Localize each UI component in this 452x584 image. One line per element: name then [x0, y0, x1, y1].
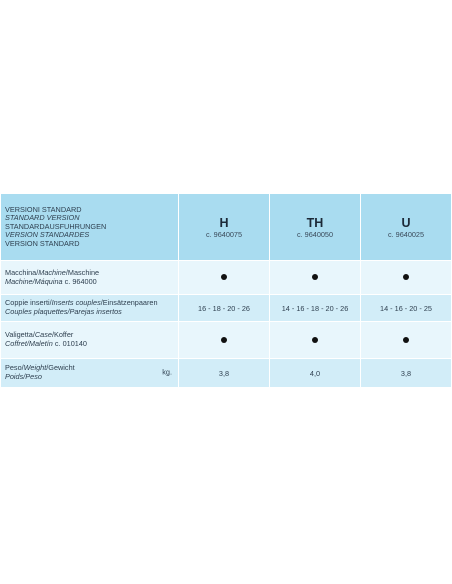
table-row-machine	[1, 261, 452, 295]
label-text: /Maschine	[65, 267, 100, 277]
label-text-italic: Inserts couples	[51, 298, 101, 308]
included-cell	[361, 261, 452, 295]
row-label-inserts	[1, 295, 179, 322]
weight-unit: kg.	[162, 367, 172, 377]
model-code: c. 9640025	[387, 229, 425, 239]
model-u-header	[361, 194, 452, 261]
header-label-cell	[1, 194, 179, 261]
included-cell	[361, 322, 452, 359]
table-row-inserts	[1, 295, 452, 322]
table-header-row	[1, 194, 452, 261]
model-th-header	[270, 194, 361, 261]
included-cell	[270, 322, 361, 359]
header-line-fr: VERSION STANDARD	[5, 238, 80, 248]
model-code: c. 9640050	[296, 229, 334, 239]
inserts-value-th: 14 - 16 - 18 - 20 - 26	[270, 295, 361, 322]
header-line-de: STANDARDAUSFUHRUNGEN	[5, 221, 107, 231]
label-text: c. 010140	[52, 339, 87, 348]
included-cell	[179, 261, 270, 295]
model-name: H	[219, 215, 229, 230]
label-text: Peso/	[5, 363, 24, 373]
inserts-value-h: 16 - 18 - 20 - 26	[179, 295, 270, 322]
label-text: /Einsätzenpaaren	[100, 298, 158, 308]
weight-value-h: 3,8	[179, 359, 270, 388]
label-text: Macchina/	[5, 267, 39, 277]
bullet-dot-icon	[403, 274, 409, 280]
bullet-dot-icon	[403, 337, 409, 343]
bullet-dot-icon	[221, 274, 227, 280]
label-text-italic: Coffret/Maletín	[5, 339, 53, 348]
bullet-dot-icon	[312, 274, 318, 280]
model-code: c. 9640075	[205, 229, 243, 239]
included-cell	[179, 322, 270, 359]
model-h-header	[179, 194, 270, 261]
row-label-case	[1, 322, 179, 359]
label-text-italic: Case	[34, 330, 52, 340]
label-text-italic: Machine	[38, 267, 66, 277]
label-text-italic: Couples plaquettes/Parejas insertos	[5, 307, 122, 316]
bullet-dot-icon	[312, 337, 318, 343]
table-row-case	[1, 322, 452, 359]
label-text-italic: Poids/Peso	[5, 372, 42, 381]
label-text-italic: Machine/Máquina	[5, 276, 63, 286]
label-text: /Gewicht	[46, 363, 75, 373]
header-line-es: VERSION STANDARDES	[5, 230, 90, 240]
standard-versions-table	[0, 193, 452, 388]
row-label-weight	[1, 359, 179, 388]
table-row-weight	[1, 359, 452, 388]
weight-value-u: 3,8	[361, 359, 452, 388]
inserts-value-u: 14 - 16 - 20 - 25	[361, 295, 452, 322]
model-name: TH	[306, 215, 324, 230]
label-text: Coppie inserti/	[5, 298, 52, 308]
label-text: c. 964000	[62, 276, 97, 286]
model-name: U	[401, 215, 411, 230]
weight-value-th: 4,0	[270, 359, 361, 388]
label-text-italic: Weight	[23, 363, 47, 373]
header-line-it: VERSIONI STANDARD	[5, 204, 82, 214]
row-label-machine	[1, 261, 179, 295]
header-line-en: STANDARD VERSION	[5, 213, 80, 223]
label-text: Valigetta/	[5, 330, 35, 340]
label-text: /Koffer	[51, 330, 74, 340]
bullet-dot-icon	[221, 337, 227, 343]
specs-table-container	[0, 193, 452, 388]
included-cell	[270, 261, 361, 295]
